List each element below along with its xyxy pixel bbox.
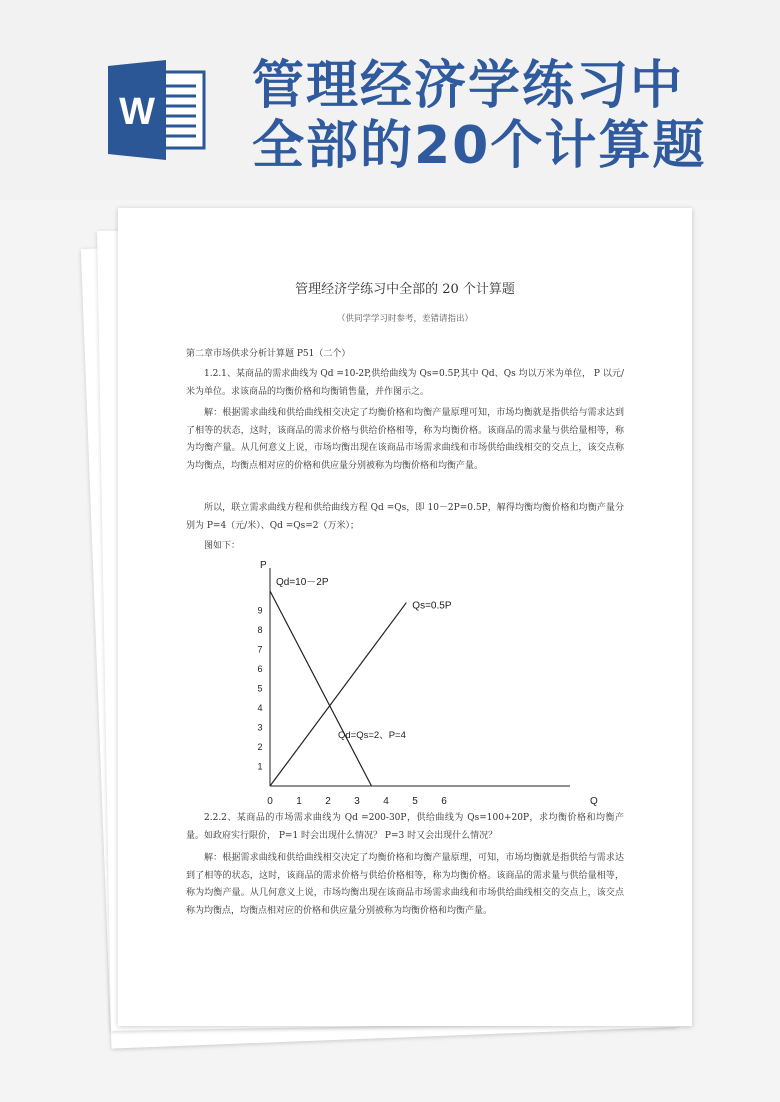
y-tick-label: 1: [257, 761, 263, 772]
y-tick-label: 2: [257, 742, 263, 752]
question-2: 2.2.2、某商品的市场需求曲线为 Qd =200-30P，供给曲线为 Qs=100+20P，求均衡价格和均衡产量。如政府实行限价， P=1 时会出现什么情况？ P=3 时又会出现什么情况？: [186, 813, 624, 841]
x-tick-label: 3: [354, 796, 360, 807]
y-tick-label: 4: [257, 703, 263, 713]
y-tick-label: 6: [257, 664, 263, 674]
y-tick-label: 8: [257, 625, 263, 635]
x-tick-label: 2: [325, 796, 331, 807]
x-tick-label: 0: [267, 796, 273, 807]
demand-curve: [270, 591, 372, 786]
banner-title-line2: 全部的20个计算题: [252, 116, 707, 176]
x-tick-label: 4: [383, 796, 389, 807]
y-tick-label: 9: [257, 605, 263, 616]
document-subtitle: （供同学学习时参考，差错请指出）: [336, 314, 473, 324]
word-doc-icon: [108, 60, 208, 160]
x-tick-label: 6: [441, 796, 447, 807]
x-tick-label: 1: [296, 796, 302, 807]
figure-label: 图如下：: [204, 541, 241, 551]
equilibrium-label: Qd=Qs=2、P=4: [338, 730, 406, 741]
word-logo-letter: W: [119, 91, 155, 133]
document-title: 管理经济学练习中全部的 20 个计算题: [295, 282, 515, 297]
question-1: 1.2.1、某商品的需求曲线为 Qd =10-2P,供给曲线为 Qs=0.5P,其中 Qd、Qs 均以万米为单位， P 以元/米为单位。求该商品的均衡价格和均衡销售量，并作图示之。: [186, 369, 624, 397]
y-tick-label: 7: [257, 644, 263, 655]
banner-title-line1: 管理经济学练习中: [252, 56, 685, 116]
chapter-heading: 第二章市场供求分析计算题 P51（二个）: [186, 349, 351, 359]
x-axis-label: Q: [590, 796, 598, 807]
banner-title: [252, 56, 772, 176]
supply-demand-chart: [242, 558, 612, 814]
y-tick-label: 5: [257, 683, 263, 694]
x-tick-label: 5: [412, 796, 418, 807]
supply-curve-label: Qs=0.5P: [412, 600, 452, 612]
demand-curve-label: Qd=10－2P: [276, 577, 329, 588]
banner: [0, 0, 780, 200]
answer-1-solution: 所以，联立需求曲线方程和供给曲线方程 Qd =Qs，即 10－2P=0.5P，解得均衡均衡价格和均衡产量分别为 P=4（元/米）、Qd =Qs=2（万米）；: [186, 503, 624, 531]
y-axis-label: P: [260, 560, 267, 571]
document-page: [118, 208, 692, 1026]
answer-1: 解：根据需求曲线和供给曲线相交决定了均衡价格和均衡产量原理可知，市场均衡就是指供给与需求达到了相等的状态，这时，该商品的需求价格与供给价格相等，称为均衡价格。该商品的需求量与供给量相等，称为均衡产量。从几何意义上说，市场均衡出现在该商品市场需求曲线和市场供给曲线相交的交点上，该交点称为均衡点，均衡点相对应的价格和供应量分别被称为均衡价格和均衡产量。: [186, 408, 624, 471]
y-tick-label: 3: [257, 722, 263, 733]
answer-2: 解：根据需求曲线和供给曲线相交决定了均衡价格和均衡产量原理，可知，市场均衡就是指供给与需求达到了相等的状态，这时，该商品的需求价格与供给价格相等，称为均衡价格。该商品的需求量与供给量相等，称为均衡产量。从几何意义上说，市场均衡出现在该商品市场需求曲线和市场供给曲线相交的交点上，该交点称为均衡点，均衡点相对应的价格和供应量分别被称为均衡价格和均衡产量。: [186, 853, 624, 916]
